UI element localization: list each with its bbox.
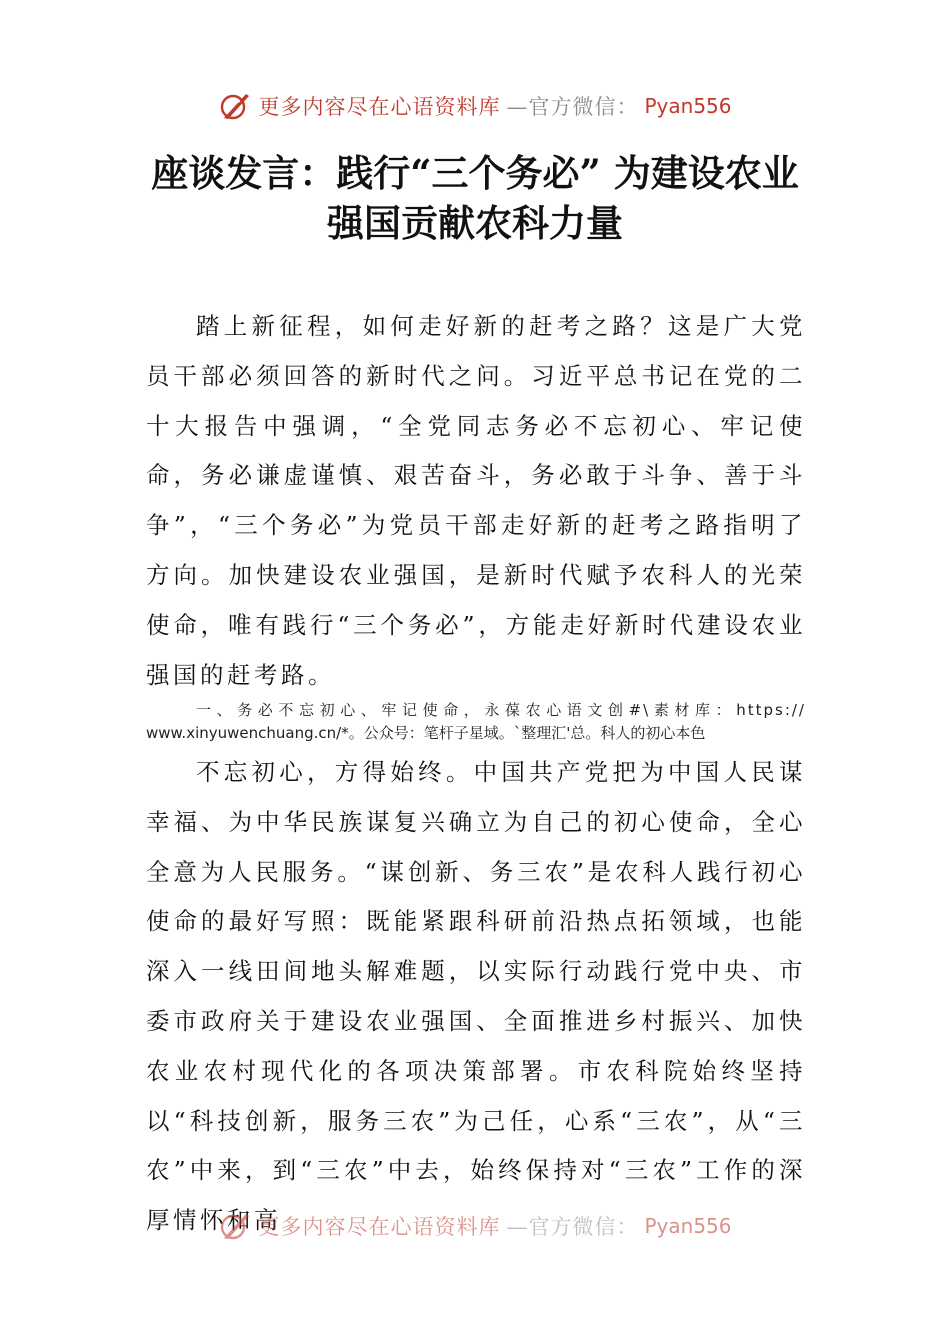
section-heading-line-2: www.xinyuwenchuang.cn/*。公众号：笔杆子星域。`整理汇'总。科人的初心本色 — [146, 724, 706, 742]
pen-quill-icon — [218, 91, 252, 121]
footer-watermark-separator-text: —官方微信： — [506, 1215, 639, 1239]
document-title-line-2: 强国贡献农科力量 — [327, 201, 623, 245]
section-heading-line-1: 一、务必不忘初心、牢记使命，永葆农心语文创#\素材库：https:// — [196, 701, 806, 719]
footer-watermark-main-text: 更多内容尽在心语资料库 — [258, 1215, 501, 1239]
pen-quill-icon — [218, 1211, 252, 1241]
header-watermark — [0, 88, 950, 124]
intro-paragraph: 踏上新征程，如何走好新的赶考之路？这是广大党员干部必须回答的新时代之问。习近平总书记在党的二十大报告中强调，“全党同志务必不忘初心、牢记使命，务必谦虚谨慎、艰苦奋斗，务必敢于斗争、善于斗争”，“三个务必”为党员干部走好新的赶考之路指明了方向。加快建设农业强国，是新时代赋予农科人的光荣使命，唯有践行“三个务必”，方能走好新时代建设农业强国的赶考路。 — [146, 312, 806, 689]
footer-watermark — [0, 1206, 950, 1246]
watermark-wechat-id: Pyan556 — [644, 94, 732, 118]
watermark-main-text: 更多内容尽在心语资料库 — [258, 95, 501, 119]
watermark-separator-text: —官方微信： — [506, 95, 639, 119]
document-title-line-1: 座谈发言：践行“三个务必” 为建设农业 — [151, 151, 799, 195]
section-one-paragraph: 不忘初心，方得始终。中国共产党把为中国人民谋幸福、为中华民族谋复兴确立为自己的初心使命，全心全意为人民服务。“谋创新、务三农”是农科人践行初心使命的最好写照：既能紧跟科研前沿热点拓领域，也能深入一线田间地头解难题，以实际行动践行党中央、市委市政府关于建设农业强国、全面推进乡村振兴、加快农业农村现代化的各项决策部署。市农科院始终坚持以“科技创新，服务三农”为己任，心系“三农”，从“三农”中来，到“三农”中去，始终保持对“三农”工作的深厚情怀和高 — [146, 758, 806, 1235]
footer-watermark-wechat-id: Pyan556 — [644, 1214, 732, 1238]
